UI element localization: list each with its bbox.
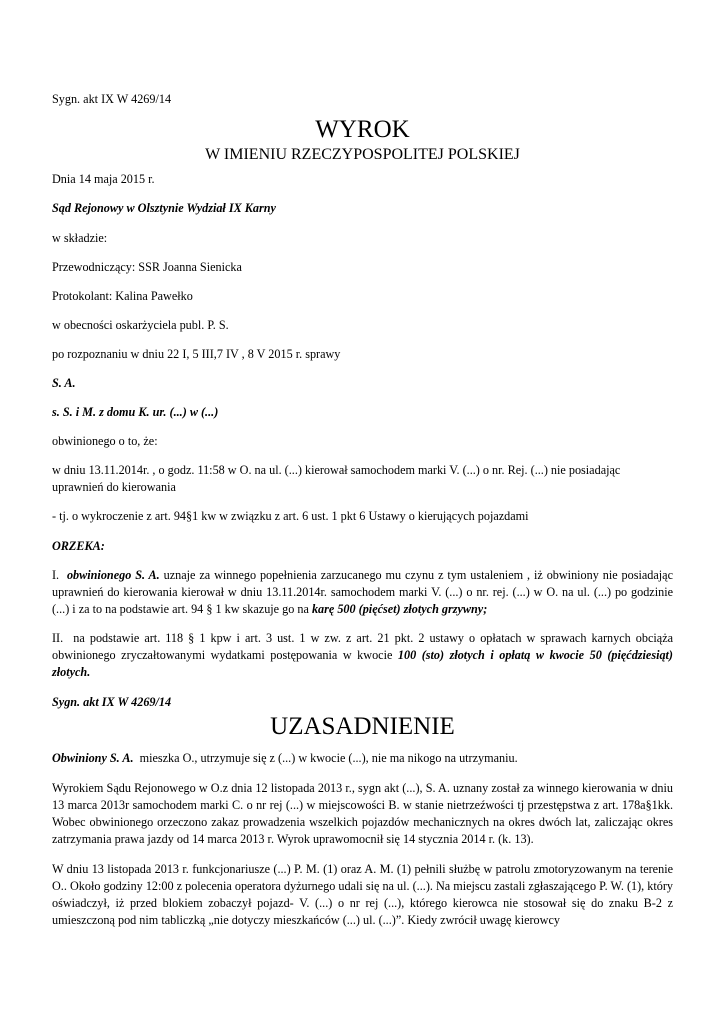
justification-paragraph-1-text: mieszka O., utrzymuje się z (...) w kwocie (...), nie ma nikogo na utrzymaniu. bbox=[139, 751, 518, 765]
court-clerk: Protokolant: Kalina Pawełko bbox=[52, 289, 193, 303]
ruling-point-1-defendant: obwinionego S. A. bbox=[66, 568, 160, 582]
ruling-point-1-number: I. bbox=[52, 568, 60, 582]
case-signature-top: Sygn. akt IX W 4269/14 bbox=[52, 92, 172, 106]
ruling-point-1 bbox=[52, 567, 673, 618]
ruling-point-2-text: na podstawie art. 118 § 1 kpw i art. 3 ust. 1 w zw. z art. 21 pkt. 2 ustawy o opłatach w sprawach karnych obciąża obwinionego zryczałtowanymi wydatkami postępowania w kwocie bbox=[52, 631, 674, 662]
defendant-details: s. S. i M. z domu K. ur. (...) w (...) bbox=[52, 405, 219, 419]
justification-paragraph-3: W dniu 13 listopada 2013 r. funkcjonariusze (...) P. M. (1) oraz A. M. (1) pełnili służbę w patrolu zmotoryzowanym na terenie O.. Około godziny 12:00 z polecenia operatora dyżurnego udali się na ul. (...). Na miejscu zastali zgłaszającego P. W. (1), który oświadczył, iż przed blokiem zobaczył pojazd- V. (...) o nr rej (...), którego kierowca nie stosował się do znaku B-2 z umieszczoną pod nim tabliczką „nie dotyczy mieszkańców (...) ul. (...)”. Kiedy zwrócił uwagę kierowcy bbox=[52, 862, 673, 927]
ruling-point-2-costs: 100 (sto) złotych i opłatą w kwocie 50 (pięćdziesiąt) złotych. bbox=[52, 648, 673, 679]
charge-text: w dniu 13.11.2014r. , o godz. 11:58 w O. na ul. (...) kierował samochodem marki V. (...) o nr. Rej. (...) nie posiadając uprawnień do kierowania bbox=[52, 463, 621, 494]
presiding-judge: Przewodniczący: SSR Joanna Sienicka bbox=[52, 260, 242, 274]
justification-title: UZASADNIENIE bbox=[270, 713, 455, 740]
justification-paragraph-1 bbox=[52, 750, 673, 767]
justification-paragraph-2: Wyrokiem Sądu Rejonowego w O.z dnia 12 listopada 2013 r., sygn akt (...), S. A. uznany został za winnego kierowania w dniu 13 marca 2013r samochodem marki C. o nr rej (...) w miejscowości B. w stanie nietrzeźwości tj przestępstwa z art. 178a§1kk. Wobec obwinionego orzeczono zakaz prowadzenia wszelkich pojazdów mechanicznych na okres dwóch lat, zaliczając okres zatrzymania prawa jazdy od 14 marca 2013 r. Wyrok uprawomocnił się 14 stycznia 2014 r. (k. 13). bbox=[52, 781, 673, 846]
verdict-title: WYROK bbox=[315, 116, 410, 143]
composition-label: w składzie: bbox=[52, 231, 108, 245]
charge-legal-basis: - tj. o wykroczenie z art. 94§1 kw w związku z art. 6 ust. 1 pkt 6 Ustawy o kierujących pojazdami bbox=[52, 509, 529, 523]
defendant-name: S. A. bbox=[52, 376, 76, 390]
orders-label: ORZEKA: bbox=[52, 539, 105, 553]
court-name: Sąd Rejonowy w Olsztynie Wydział IX Karny bbox=[52, 201, 276, 215]
verdict-date: Dnia 14 maja 2015 r. bbox=[52, 172, 155, 186]
justification-defendant: Obwiniony S. A. bbox=[52, 751, 134, 765]
prosecutor: w obecności oskarżyciela publ. P. S. bbox=[52, 318, 229, 332]
ruling-point-1-penalty: karę 500 (pięćset) złotych grzywny; bbox=[311, 602, 488, 616]
ruling-point-2-number: II. bbox=[52, 631, 64, 645]
charged-label: obwinionego o to, że: bbox=[52, 434, 158, 448]
ruling-point-1-text: uznaje za winnego popełnienia zarzucanego mu czynu z tym ustaleniem , iż obwiniony nie posiadając uprawnień do kierowania kierował w dniu 13.11.2014r. samochodem marki V. (...) o nr. rej. (...) w O. na ul. (...) po godzinie (...) i za to na podstawie art. 94 § 1 kw skazuje go na bbox=[52, 568, 673, 616]
ruling-point-2 bbox=[52, 630, 673, 681]
verdict-subtitle: W IMIENIU RZECZYPOSPOLITEJ POLSKIEJ bbox=[205, 146, 520, 163]
hearing-dates: po rozpoznaniu w dniu 22 I, 5 III,7 IV , 8 V 2015 r. sprawy bbox=[52, 347, 341, 361]
case-signature-justification: Sygn. akt IX W 4269/14 bbox=[52, 695, 172, 709]
